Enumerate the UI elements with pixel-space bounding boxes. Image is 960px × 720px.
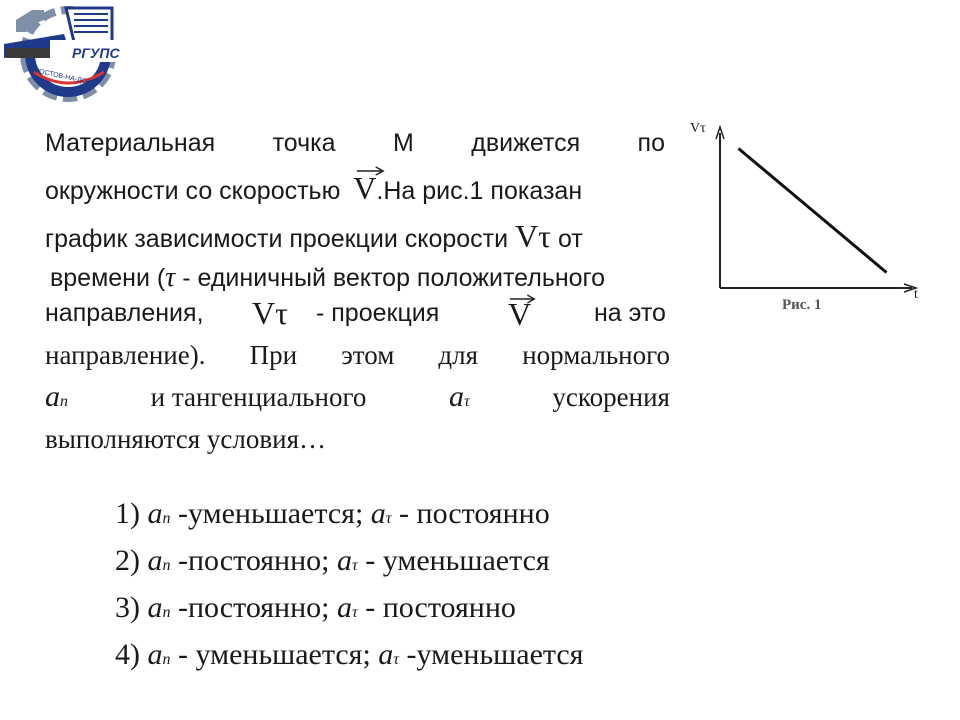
answer-number: 4) xyxy=(115,638,140,671)
problem-text: ускорения xyxy=(552,382,670,412)
problem-line-6: направление). При этом для нормального xyxy=(45,340,670,370)
problem-text: график зависимости проекции скорости xyxy=(45,225,509,253)
velocity-graph xyxy=(690,115,935,325)
answer-list xyxy=(115,493,583,681)
problem-line-3 xyxy=(45,218,583,254)
v-tau-symbol: Vτ xyxy=(252,295,288,331)
problem-line-7 xyxy=(45,382,670,417)
problem-line-5-a: направления, xyxy=(45,299,204,327)
answer-text: -уменьшается; xyxy=(178,497,364,530)
graph-x-label: t xyxy=(914,287,918,302)
normal-acceleration-subscript: n xyxy=(162,557,171,574)
answer-option[interactable] xyxy=(115,540,583,587)
answer-text: -постоянно; xyxy=(178,591,330,624)
problem-text: - единичный вектор положительного xyxy=(182,264,606,292)
normal-acceleration-subscript: n xyxy=(162,510,171,527)
problem-line-4 xyxy=(50,260,605,296)
vector-arrow-icon xyxy=(357,166,385,176)
graph-svg xyxy=(690,115,935,325)
tangential-acceleration-subscript: τ xyxy=(352,604,358,621)
problem-line-8: выполняются условия… xyxy=(45,424,326,454)
tangential-acceleration-subscript: τ xyxy=(352,557,358,574)
problem-text: от xyxy=(557,225,583,253)
answer-number: 2) xyxy=(115,544,140,577)
normal-acceleration-subscript: n xyxy=(162,651,171,668)
tangential-acceleration-symbol: a xyxy=(337,544,352,577)
university-logo xyxy=(4,2,124,102)
tangential-acceleration-subscript: τ xyxy=(385,510,392,527)
normal-acceleration-subscript: n xyxy=(162,604,171,621)
problem-text: и тангенциального xyxy=(150,382,367,412)
logo-ring-text: РОСТОВ-НА-ДОНУ xyxy=(33,67,97,88)
normal-acceleration-symbol: a xyxy=(147,638,163,671)
logo-text: РГУПС xyxy=(72,45,120,61)
answer-text: - постоянно xyxy=(399,497,550,530)
answer-text: -постоянно; xyxy=(178,544,330,577)
problem-text: .На рис.1 показан xyxy=(376,177,583,205)
problem-line-1: Материальная точка М движется по xyxy=(45,129,665,157)
v-tau-symbol: Vτ xyxy=(515,218,552,254)
problem-line-2 xyxy=(45,170,582,206)
normal-acceleration-symbol: a xyxy=(147,544,163,577)
tangential-acceleration-symbol: a xyxy=(337,591,352,624)
graph-caption: Рис. 1 xyxy=(782,297,822,313)
graph-y-label: Vτ xyxy=(690,121,706,136)
answer-number: 1) xyxy=(115,497,140,530)
answer-option[interactable] xyxy=(115,587,583,634)
answer-text: - постоянно xyxy=(365,591,516,624)
problem-line-5-c: на это xyxy=(594,299,666,327)
tangential-acceleration-symbol: a xyxy=(370,497,386,530)
answer-number: 3) xyxy=(115,591,140,624)
velocity-vector-symbol: V xyxy=(508,296,531,332)
normal-acceleration-symbol: a xyxy=(147,591,163,624)
vector-arrow-icon xyxy=(510,294,536,304)
tangential-acceleration-symbol: aτ xyxy=(449,380,470,413)
answer-option[interactable] xyxy=(115,634,583,681)
problem-text: окружности со скоростью xyxy=(45,177,341,205)
answer-text: -уменьшается xyxy=(406,638,584,671)
tangential-acceleration-symbol: a xyxy=(378,638,394,671)
velocity-vector-symbol: V xyxy=(353,170,376,206)
normal-acceleration-symbol: a xyxy=(147,497,163,530)
problem-line-5-b: - проекция xyxy=(316,299,440,327)
tau-symbol: τ xyxy=(165,262,176,293)
velocity-line xyxy=(739,149,887,273)
answer-text: - уменьшается xyxy=(365,544,550,577)
tangential-acceleration-subscript: τ xyxy=(393,651,400,668)
answer-text: - уменьшается; xyxy=(178,638,371,671)
problem-text: времени ( xyxy=(50,264,166,292)
normal-acceleration-symbol: an xyxy=(45,380,68,413)
answer-option[interactable] xyxy=(115,493,583,540)
